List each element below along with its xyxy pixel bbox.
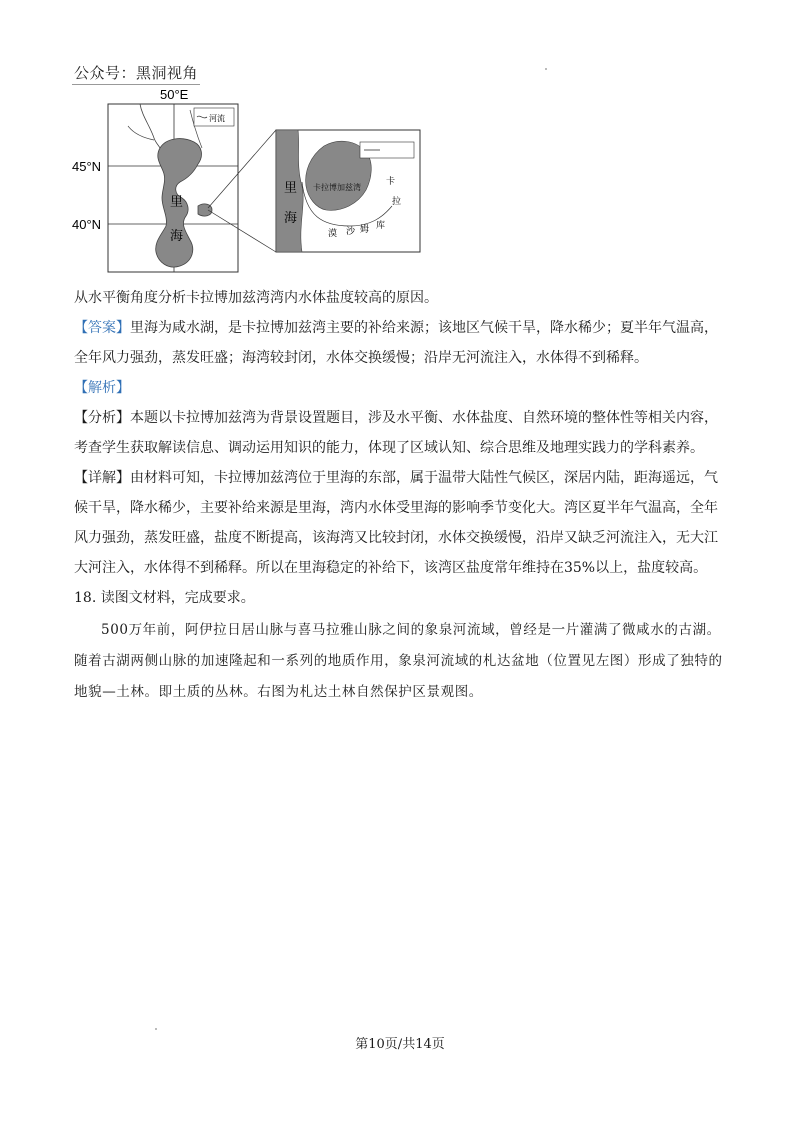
lat-40n-label: 40°N — [72, 217, 102, 232]
scan-speck — [155, 1028, 157, 1030]
detail-line-1: 【详解】由材料可知，卡拉博加兹湾位于里海的东部，属于温带大陆性气候区，深居内陆，距海遥远，气 — [74, 470, 718, 486]
detail-tag: 【详解】 — [74, 470, 130, 486]
question-18-material — [74, 615, 734, 708]
lat-45n-label: 45°N — [72, 159, 102, 174]
question-17-subtask — [74, 283, 734, 313]
lon-50e-label: 50°E — [160, 87, 189, 102]
material-line-2: 随着古湖两侧山脉的加速隆起和一系列的地质作用，象泉河流域的札达盆地（位置见左图）形成了独特的 — [74, 653, 723, 669]
sea-label-hai: 海 — [170, 229, 184, 244]
answer-line-2: 全年风力强劲，蒸发旺盛；海湾较封闭，水体交换缓慢；沿岸无河流注入，水体得不到稀释。 — [74, 350, 648, 366]
analysis-heading — [74, 373, 734, 403]
detail-line-2: 候干旱，降水稀少，主要补给来源是里海，湾内水体受里海的影响季节变化大。湾区夏半年气温高，全年 — [74, 500, 718, 516]
analysis-tag: 【解析】 — [74, 380, 130, 396]
question-18-heading — [74, 583, 734, 613]
detail-line-3: 风力强劲，蒸发旺盛，盐度不断提高，该海湾又比较封闭，水体交换缓慢，沿岸又缺乏河流注入，无大江 — [74, 530, 718, 546]
inset-sea-label-li: 里 — [284, 181, 298, 196]
inset-bay-label: 卡拉博加兹湾 — [313, 183, 361, 192]
fenxi-tag: 【分析】 — [74, 410, 130, 426]
watermark-text: 公众号：黑洞视角 — [72, 62, 200, 85]
scan-speck — [545, 68, 547, 70]
page-number-footer: 第10页/共14页 — [355, 1037, 445, 1052]
desert-char: 姆 — [360, 225, 370, 235]
question-text: 从水平衡角度分析卡拉博加兹湾湾内水体盐度较高的原因。 — [74, 290, 438, 306]
desert-char: 拉 — [392, 197, 402, 207]
desert-char: 沙 — [346, 227, 356, 237]
fenxi-line-2: 考查学生获取解读信息、调动运用知识的能力，体现了区域认知、综合思维及地理实践力的学科素养。 — [74, 440, 704, 456]
sea-label-li: 里 — [170, 195, 184, 210]
fenxi-block — [74, 403, 734, 463]
river-legend-label: 河流 — [209, 114, 225, 123]
detail-block — [74, 463, 734, 583]
desert-char: 卡 — [386, 177, 396, 187]
desert-char: 漠 — [328, 229, 338, 239]
answer-line-1: 【答案】里海为咸水湖，是卡拉博加兹湾主要的补给来源；该地区气候干旱，降水稀少；夏半年气温高， — [74, 320, 718, 336]
answer-block — [74, 313, 734, 373]
detail-line-4: 大河注入，水体得不到稀释。所以在里海稳定的补给下，该湾区盐度常年维持在35%以上，盐度较高。 — [74, 560, 708, 576]
material-line-1: 500万年前，阿伊拉日居山脉与喜马拉雅山脉之间的象泉河流域，曾经是一片灌满了微咸水的古湖。 — [101, 622, 721, 638]
material-line-3: 地貌—土林。即土质的丛林。右图为札达土林自然保护区景观图。 — [74, 684, 483, 700]
question-18-text: 18. 读图文材料，完成要求。 — [74, 590, 255, 606]
desert-char: 库 — [376, 221, 386, 231]
answer-tag: 【答案】 — [74, 320, 130, 336]
fenxi-line-1: 【分析】本题以卡拉博加兹湾为背景设置题目，涉及水平衡、水体盐度、自然环境的整体性等相关内容， — [74, 410, 718, 426]
caspian-sea-map-figure — [70, 86, 430, 278]
inset-sea-label-hai: 海 — [284, 211, 298, 226]
